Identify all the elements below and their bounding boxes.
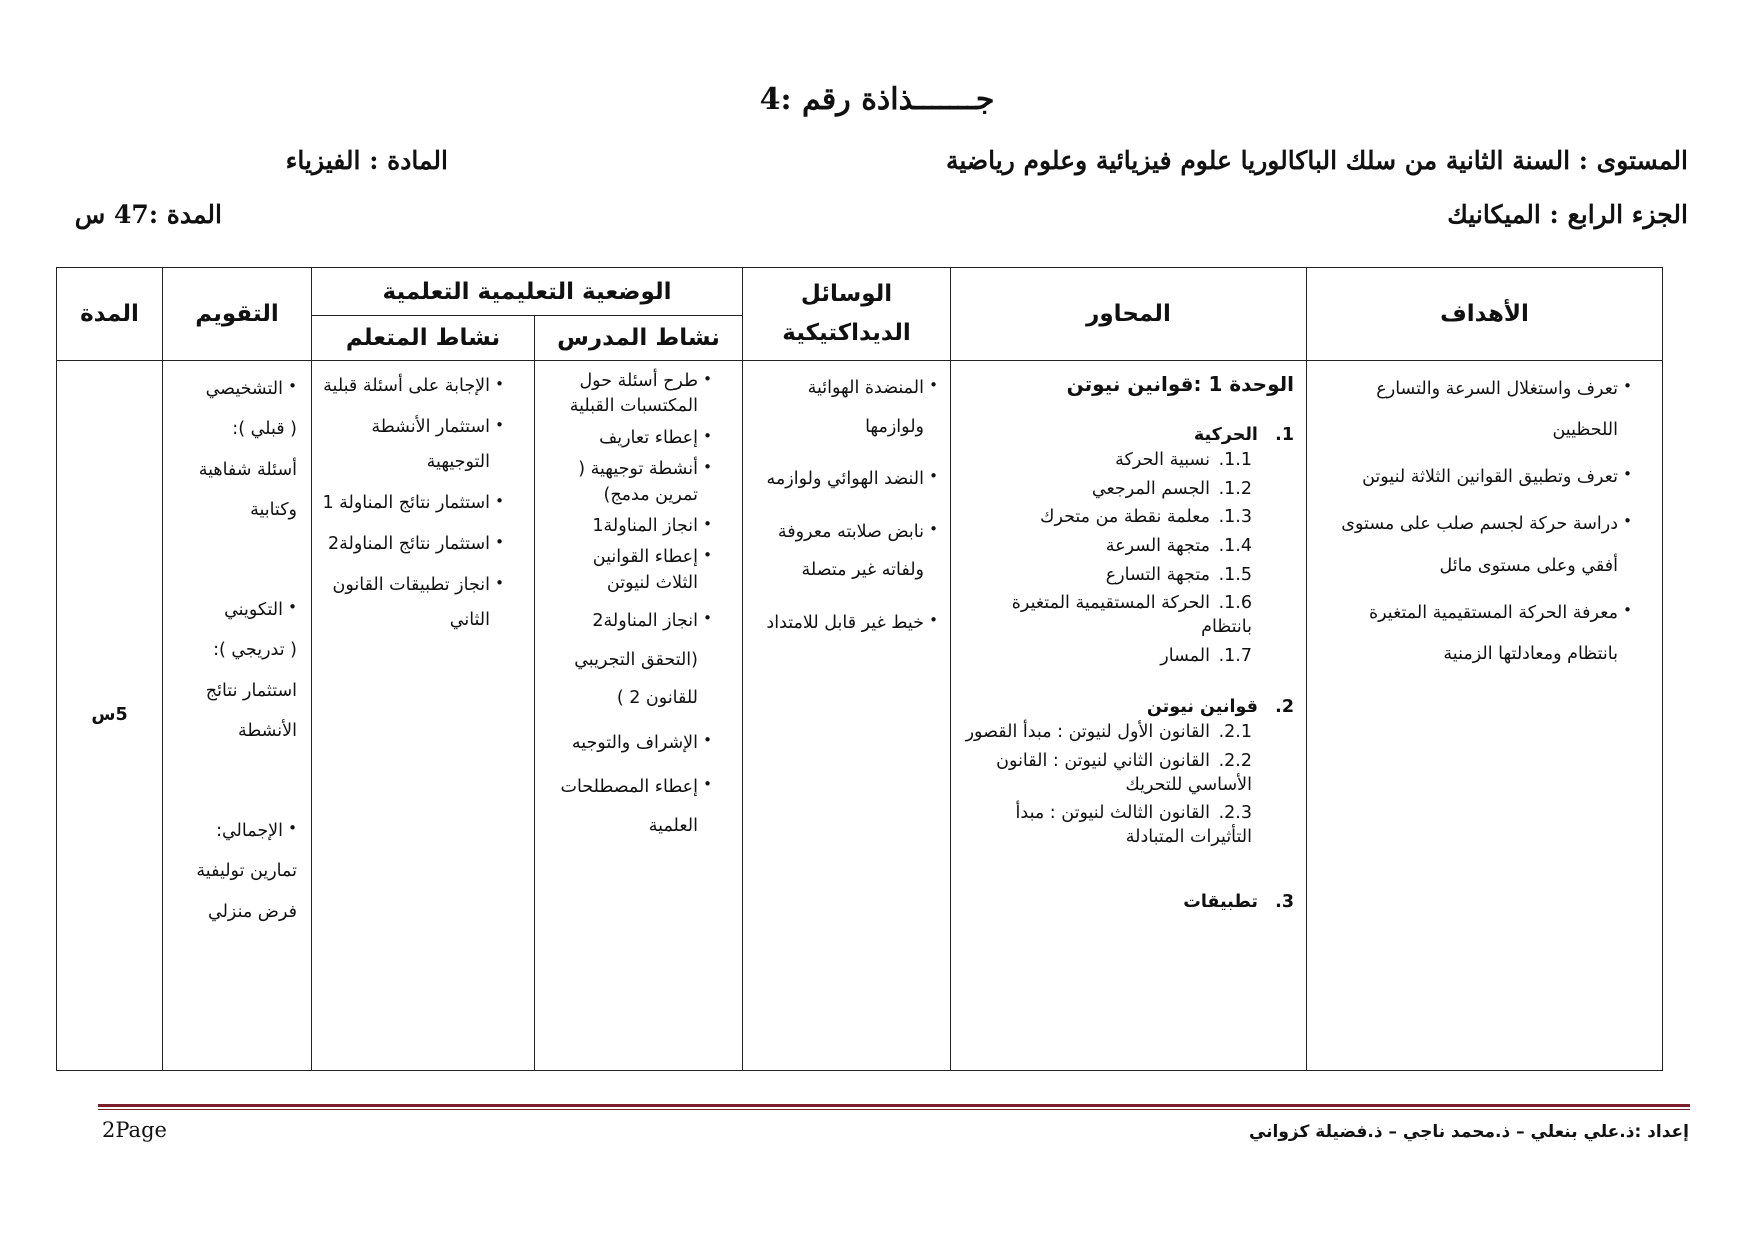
subsection-item: 1.5.متجهة التسارع [1105,564,1252,585]
learner-activity-item: • انجاز تطبيقات القانون الثاني [322,568,504,638]
subsection-item: 1.3.معلمة نقطة من متحرك [1040,507,1252,528]
section-heading: 3. تطبيقات [1183,892,1294,913]
header-means: الوسائل الديداكتيكية [743,268,951,361]
means-item: • نابض صلابته معروفة ولفاته غير متصلة [753,513,938,590]
teacher-activity-cell [535,361,743,1071]
header-axes: المحاور [951,268,1307,361]
means-item: • النضد الهوائي ولوازمه [753,460,938,499]
objective-item: • معرفة الحركة المستقيمية المتغيرة بانتظام ومعادلتها الزمنية [1317,593,1632,675]
header-learner: نشاط المتعلم [312,316,535,361]
learner-activity-cell [312,361,535,1071]
teacher-activity-item: • إعطاء المصطلحات العلمية [545,768,712,845]
objective-item: • تعرف واستغلال السرعة والتسارع اللحظيين [1317,369,1632,451]
page-title: جـــــــذاذة رقم :4 [759,82,995,117]
header-situation: الوضعية التعليمية التعلمية [312,268,743,316]
subsection-item: 1.2.الجسم المرجعي [1091,478,1252,499]
footer-authors: إعداد :ذ.علي بنعلي – ذ.محمد ناجي – ذ.فضيلة كزواني [1248,1122,1689,1142]
axes-cell [951,361,1307,1071]
header-duration: المدة [57,268,163,361]
subsection-item: 1.6.الحركة المستقيمية المتغيرة بانتظام [1011,593,1252,637]
teacher-activity-item: • انجاز المناولة1 [545,514,712,539]
evaluation-diagnostic: • التشخيصي ( قبلي ): أسئلة شفاهية وكتابية [173,369,297,530]
subsection-item: 1.4.متجهة السرعة [1105,536,1252,556]
teacher-activity-item: • الإشراف والتوجيه [545,724,712,763]
learner-activity-item: • استثمار نتائج المناولة2 [322,527,504,562]
teacher-activity-item: • انجاز المناولة2 (التحقق التجريبي للقانون 2 ) [545,602,712,718]
teacher-activity-item: • طرح أسئلة حول المكتسبات القبلية [545,369,712,420]
learner-activity-item: • الإجابة على أسئلة قبلية [322,369,504,404]
objective-item: • تعرف وتطبيق القوانين الثلاثة لنيوتن [1317,457,1632,498]
learner-activity-item: • استثمار الأنشطة التوجيهية [322,410,504,480]
duration-label: المدة :47 س [74,200,222,229]
header-teacher: نشاط المدرس [535,316,743,361]
learner-activity-item: • استثمار نتائج المناولة 1 [322,486,504,521]
level-label: المستوى : السنة الثانية من سلك الباكالوريا علوم فيزيائية وعلوم رياضية [945,146,1688,175]
section-heading: 2. قوانين نيوتن [1146,697,1294,718]
subsection-item: 2.3.القانون الثالث لنيوتن : مبدأ التأثيرات المتبادلة [1015,803,1252,847]
means-cell [743,361,951,1071]
means-item: • خيط غير قابل للامتداد [753,604,938,643]
subject-label: المادة : الفيزياء [285,146,448,175]
lesson-plan-table [56,267,1663,1071]
teacher-activity-item: • إعطاء تعاريف [545,426,712,451]
footer-divider [98,1104,1690,1107]
section-heading: 1. الحركية [1193,425,1294,445]
objective-item: • دراسة حركة لجسم صلب على مستوى أفقي وعلى مستوى مائل [1317,504,1632,586]
subsection-item: 2.2.القانون الثاني لنيوتن : القانون الأساسي للتحريك [996,750,1252,795]
unit-title: الوحدة 1 :قوانين نيوتن [1066,372,1294,396]
evaluation-cell [163,361,312,1071]
means-item: • المنضدة الهوائية ولوازمها [753,369,938,446]
header-objectives: الأهداف [1307,268,1663,361]
subsection-item: 1.7.المسار [1160,645,1252,666]
objectives-cell [1307,361,1663,1071]
subsection-item: 1.1.نسبية الحركة [1115,450,1252,471]
footer-page-number: 2Page [102,1118,167,1142]
header-evaluation: التقويم [163,268,312,361]
part-label: الجزء الرابع : الميكانيك [1447,200,1688,229]
teacher-activity-item: • إعطاء القوانين الثلاث لنيوتن [545,545,712,596]
subsection-item: 2.1.القانون الأول لنيوتن : مبدأ القصور [965,722,1252,743]
teacher-activity-item: • أنشطة توجيهية ( تمرين مدمج) [545,457,712,508]
evaluation-summative: • الإجمالي: تمارين توليفية فرض منزلي [173,811,297,932]
footer-divider-thin [98,1109,1690,1110]
evaluation-formative: • التكويني ( تدريجي ): استثمار نتائج الأنشطة [173,590,297,751]
duration-value: 5س [57,361,163,1071]
